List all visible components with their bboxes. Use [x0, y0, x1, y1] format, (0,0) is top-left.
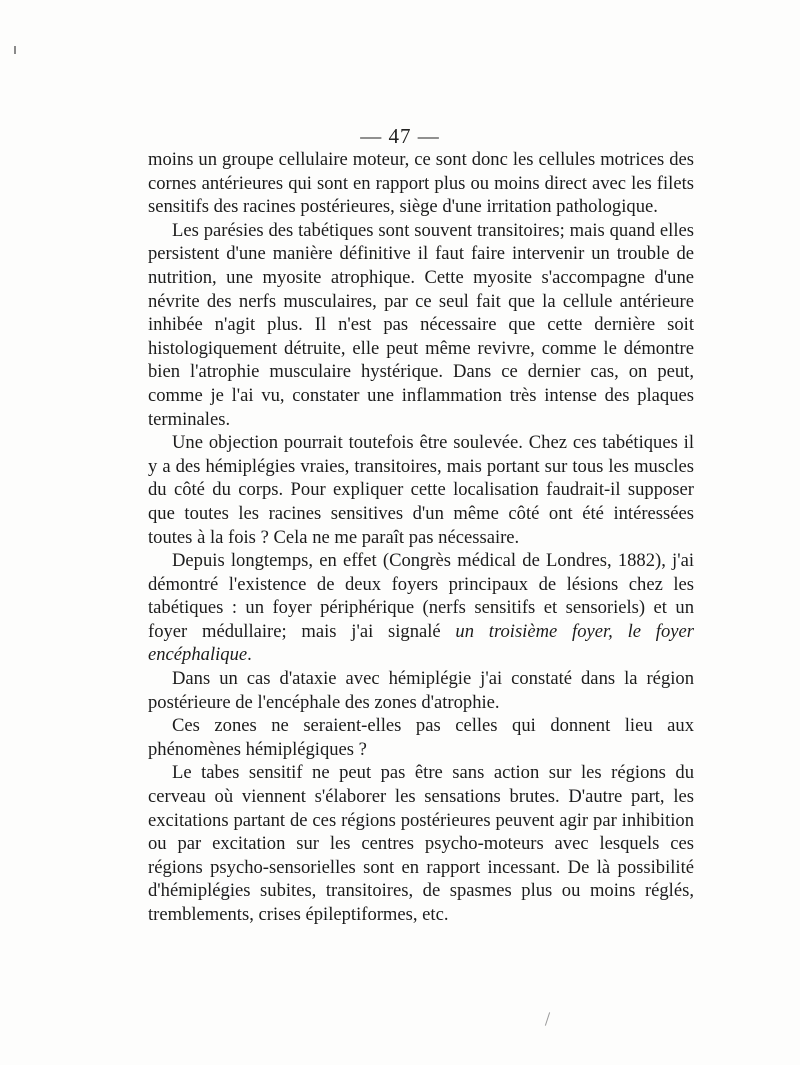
paragraph-5: Dans un cas d'ataxie avec hémiplégie j'ai constaté dans la région postérieure de l'encéphale des zones d'atrophie.: [148, 668, 694, 713]
paragraph-2: Les parésies des tabétiques sont souvent transitoires; mais quand elles persistent d'une manière définitive il faut faire intervenir un trouble de nutrition, une myosite atrophique. Cette myosite s'accompagne d'une névrite des nerfs musculaires, par ce seul fait que la cellule antérieure inhibée n'agit plus. Il n'est pas nécessaire que cette dernière soit histologiquement détruite, elle peut même revivre, comme le démontre bien l'atrophie musculaire hystérique. Dans ce dernier cas, on peut, comme je l'ai vu, constater une inflammation très intense des plaques terminales.: [148, 219, 694, 430]
paragraph-4: [148, 549, 694, 667]
paragraph-4-end: .: [247, 644, 252, 666]
paragraph-4-text: Depuis longtemps, en effet (Congrès médical de Londres, 1882), j'ai démontré l'existence de deux foyers principaux de lésions chez les tabétiques : un foyer périphérique (nerfs sensitifs et sensoriels) et un foyer médullaire; mais j'ai signalé: [148, 550, 694, 642]
body-text: [148, 148, 694, 927]
page-edge-mark: [14, 46, 16, 54]
paragraph-3: Une objection pourrait toutefois être soulevée. Chez ces tabétiques il y a des hémiplégies vraies, transitoires, mais portant sur tous les muscles du côté du corps. Pour expliquer cette localisation faudrait-il supposer que toutes les racines sensitives d'un même côté ont été intéressées toutes à la fois ? Cela ne me paraît pas nécessaire.: [148, 432, 694, 548]
page-number: — 47 —: [360, 124, 440, 148]
paragraph-7: Le tabes sensitif ne peut pas être sans action sur les régions du cerveau où viennent s'élaborer les sensations brutes. D'autre part, les excitations partant de ces régions postérieures peuvent agir par inhibition ou par excitation sur les centres psycho-moteurs avec lesquels ces régions psycho-sensorielles sont en rapport incessant. De là possibilité d'hémiplégies subites, transitoires, de spasmes plus ou moins réglés, tremblements, crises épileptiformes, etc.: [148, 762, 694, 925]
paragraph-6: Ces zones ne seraient-elles pas celles qui donnent lieu aux phénomènes hémiplégiques ?: [148, 715, 694, 760]
paragraph-1: moins un groupe cellulaire moteur, ce sont donc les cellules motrices des cornes antérieures qui sont en rapport plus ou moins direct avec les filets sensitifs des racines postérieures, siège d'une irritation pathologique.: [148, 149, 694, 218]
paragraph-4-italic-text: un troisième foyer, le foyer encéphalique: [148, 620, 694, 666]
stray-pen-mark: [545, 1012, 550, 1026]
